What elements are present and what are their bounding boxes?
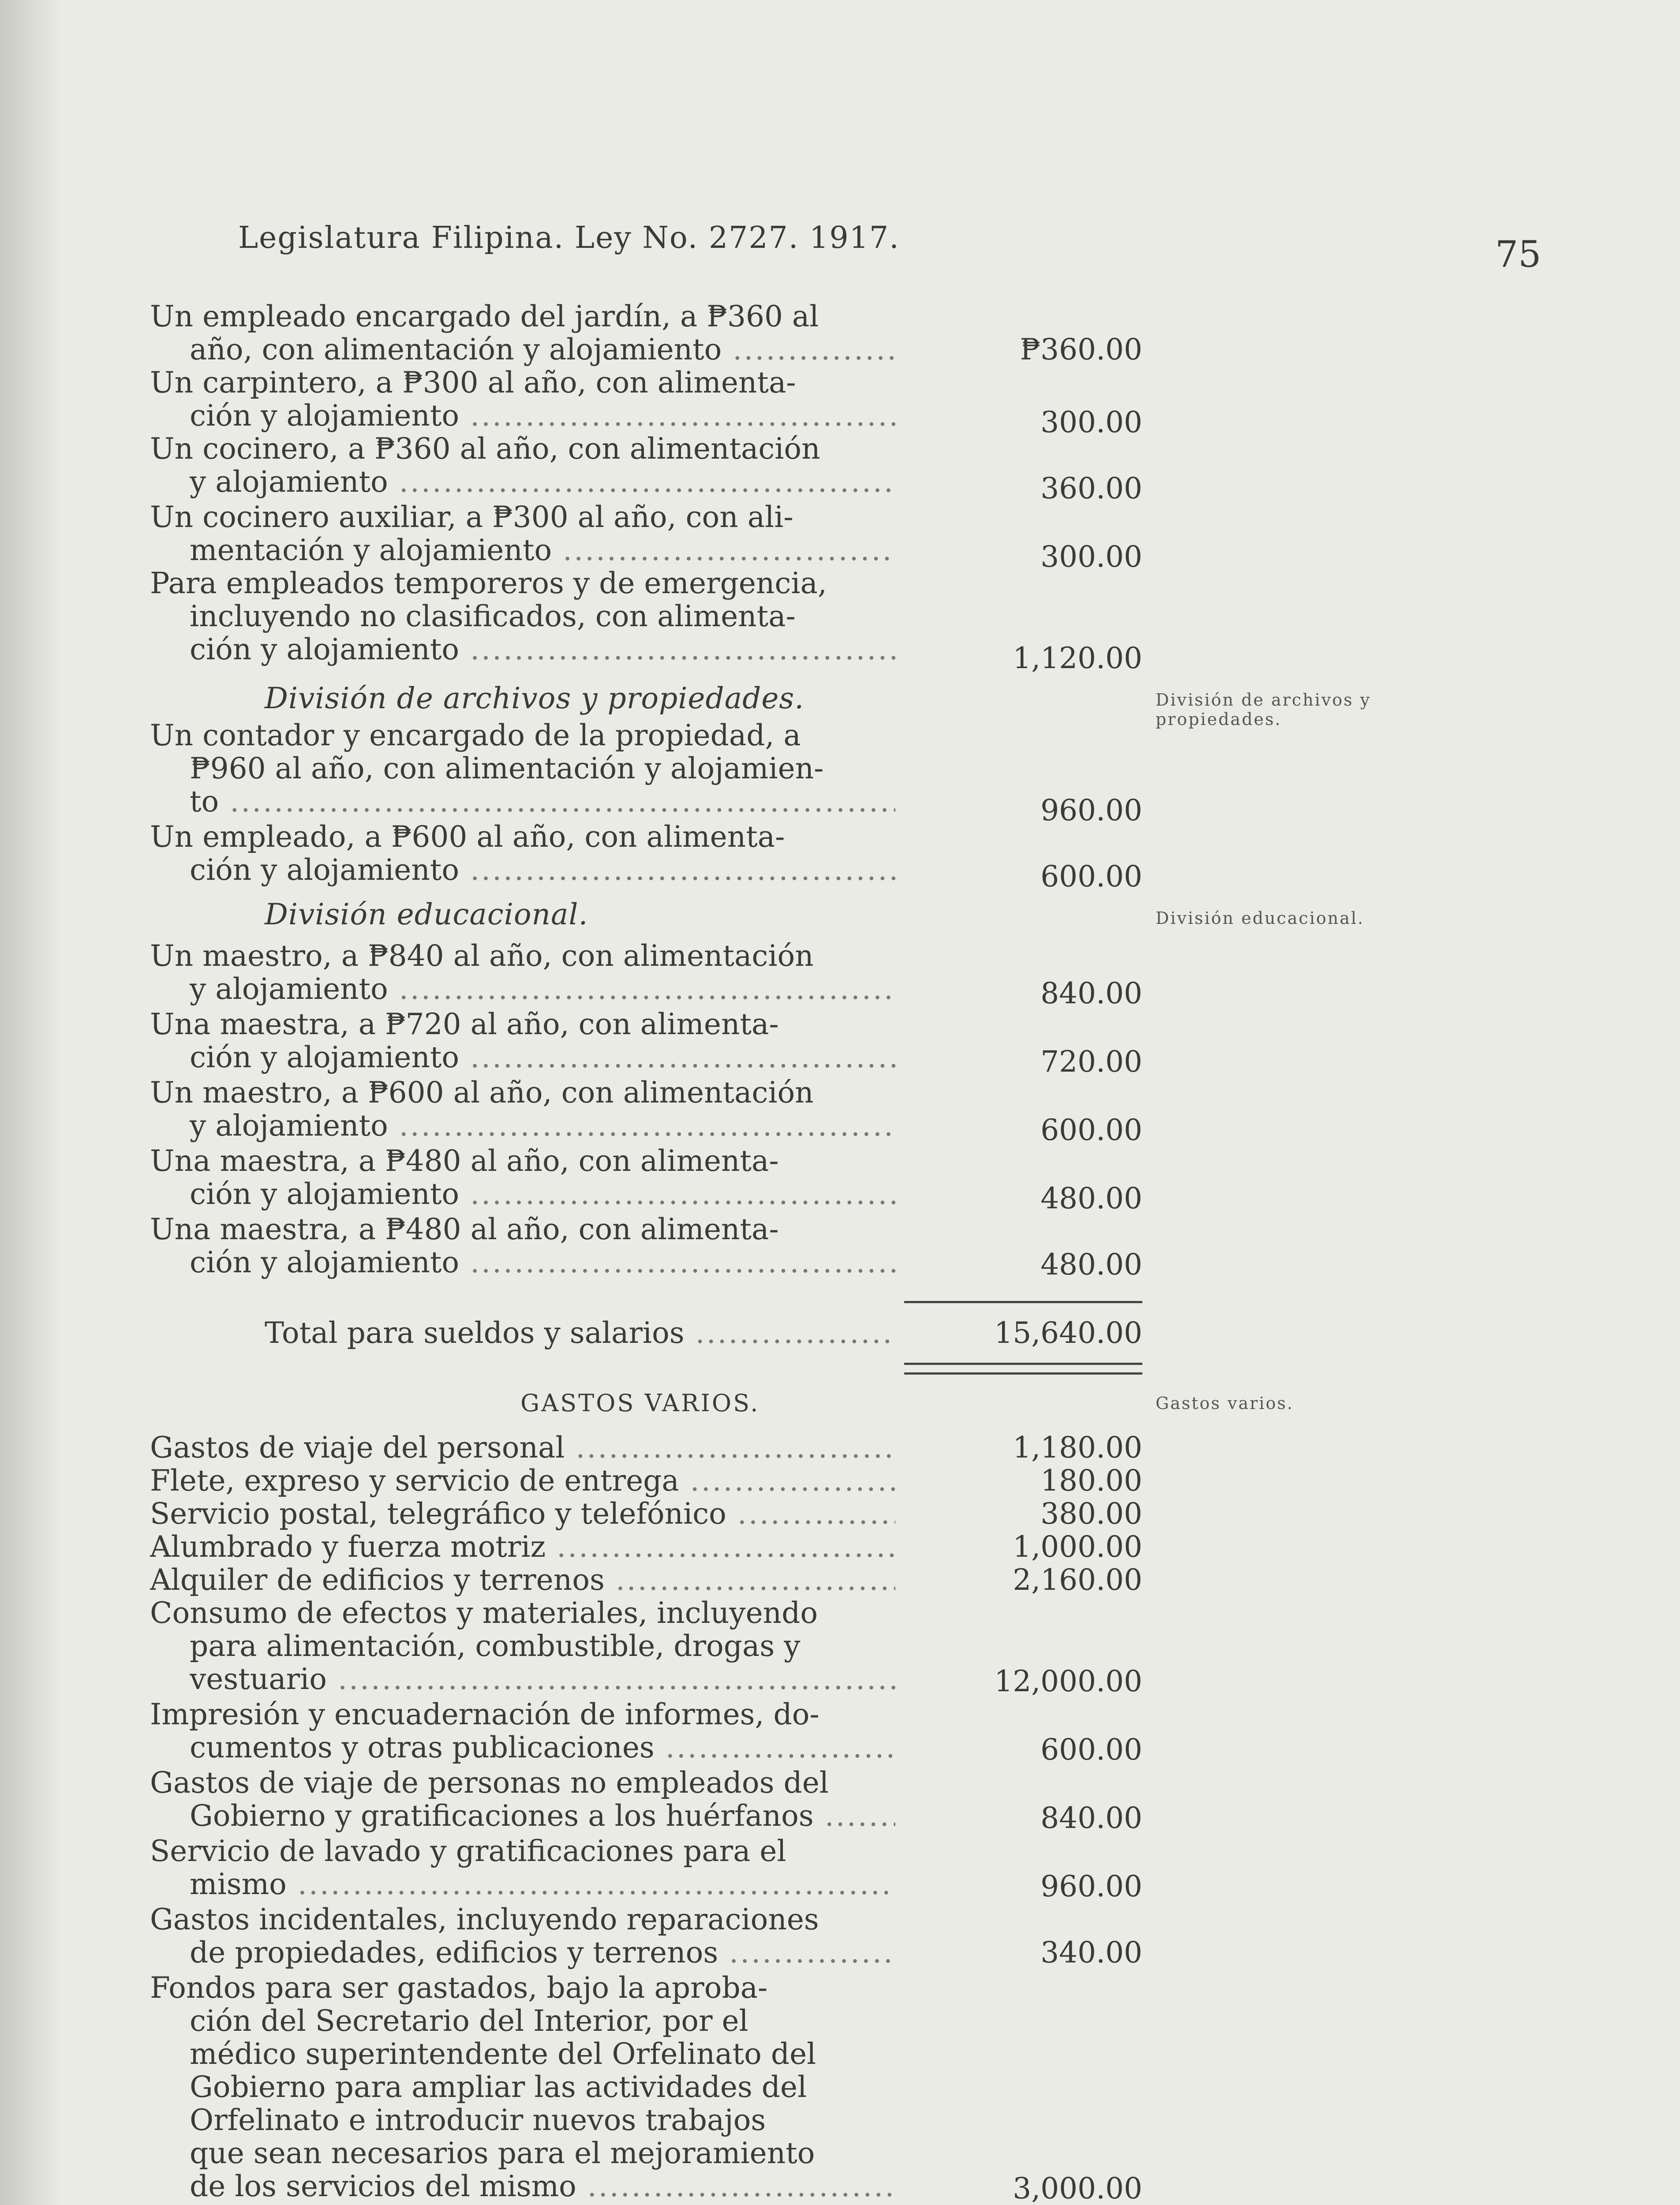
entry-line: ción del Secretario del Interior, por el xyxy=(190,2004,748,2037)
entry-line: Flete, expreso y servicio de entrega ..... xyxy=(150,1464,895,1497)
entry-maestra-480-b xyxy=(150,1213,895,1279)
entry-line: año, con alimentación y alojamiento ..... xyxy=(150,333,895,366)
entry-line: ción y alojamiento ..... xyxy=(150,1246,895,1279)
entry-line: ción y alojamiento ..... xyxy=(150,853,895,886)
entry-amount: 3,000.00 xyxy=(1013,2171,1142,2205)
entry-line: Alquiler de edificios y terrenos ..... xyxy=(150,1563,895,1596)
entry-amount: 180.00 xyxy=(1040,1464,1142,1498)
entry-line: incluyendo no clasificados, con alimenta- xyxy=(190,600,796,633)
entry-amount: 720.00 xyxy=(1040,1045,1142,1079)
entry-line: Alumbrado y fuerza motriz ..... xyxy=(150,1530,895,1563)
entry-line: y alojamiento ..... xyxy=(150,972,895,1005)
entry-amount: ₱360.00 xyxy=(1020,333,1142,366)
entry-line: Una maestra, a ₱720 al año, con alimenta- xyxy=(150,1008,779,1041)
gasto-viaje xyxy=(150,1431,895,1464)
entry-amount: 1,000.00 xyxy=(1013,1530,1142,1564)
entry-line: Para empleados temporeros y de emergencia, xyxy=(150,567,827,600)
entry-line: Gastos de viaje del personal ..... xyxy=(150,1431,895,1464)
entry-line: mismo ..... xyxy=(150,1868,895,1901)
entry-amount: 600.00 xyxy=(1040,1113,1142,1147)
margin-note-gastos: Gastos varios. xyxy=(1156,1394,1294,1413)
entry-line: de los servicios del mismo ..... xyxy=(150,2170,895,2203)
section-heading-archivos: División de archivos y propiedades. xyxy=(265,681,804,715)
entry-line: Un empleado, a ₱600 al año, con alimenta- xyxy=(150,820,785,853)
entry-cocinero-auxiliar xyxy=(150,501,895,567)
entry-amount: 300.00 xyxy=(1040,405,1142,439)
entry-cocinero xyxy=(150,432,895,498)
entry-line: de propiedades, edificios y terrenos ..... xyxy=(150,1936,895,1969)
gasto-consumo xyxy=(150,1596,895,1696)
entry-line: mentación y alojamiento ..... xyxy=(150,534,895,567)
entry-jardinero xyxy=(150,300,895,366)
entry-amount: 1,120.00 xyxy=(1013,641,1142,675)
entry-line: Consumo de efectos y materiales, incluyendo xyxy=(150,1596,818,1629)
entry-amount: 300.00 xyxy=(1040,540,1142,574)
entry-amount: 840.00 xyxy=(1040,976,1142,1010)
entry-line: to ..... xyxy=(150,785,895,818)
gasto-lavado xyxy=(150,1835,895,1901)
entry-amount: 480.00 xyxy=(1040,1181,1142,1215)
entry-line: Orfelinato e introducir nuevos trabajos xyxy=(190,2104,766,2137)
entry-line: ción y alojamiento ..... xyxy=(150,1177,895,1211)
entry-maestro-600 xyxy=(150,1076,895,1142)
entry-maestro-840 xyxy=(150,939,895,1005)
entry-amount: 360.00 xyxy=(1040,471,1142,505)
entry-line: Un maestro, a ₱840 al año, con alimentación xyxy=(150,939,814,972)
entry-line: que sean necesarios para el mejoramiento xyxy=(190,2137,815,2170)
section-heading-educacional: División educacional. xyxy=(265,897,588,931)
entry-line: para alimentación, combustible, drogas y xyxy=(190,1629,801,1663)
entry-line: Un cocinero, a ₱360 al año, con alimentación xyxy=(150,432,820,465)
entry-line: Gastos de viaje de personas no empleados del xyxy=(150,1766,829,1799)
entry-amount: 380.00 xyxy=(1040,1497,1142,1531)
entry-carpintero xyxy=(150,366,895,432)
gasto-flete xyxy=(150,1464,895,1497)
gasto-incidentales xyxy=(150,1903,895,1969)
entry-line: ción y alojamiento ..... xyxy=(150,1041,895,1074)
section-heading-gastos: GASTOS VARIOS. xyxy=(520,1389,760,1417)
entry-amount: 2,160.00 xyxy=(1013,1563,1142,1597)
entry-line: Gobierno para ampliar las actividades del xyxy=(190,2070,807,2104)
total-rule-top xyxy=(904,1363,1142,1365)
total-sueldos-label: Total para sueldos y salarios ..... xyxy=(265,1316,895,1349)
entry-amount: 480.00 xyxy=(1040,1248,1142,1282)
page-number: 75 xyxy=(1495,234,1542,276)
entry-line: Impresión y encuadernación de informes, do- xyxy=(150,1698,819,1731)
total-rule-bottom xyxy=(904,1372,1142,1375)
gasto-impresion xyxy=(150,1698,895,1764)
entry-amount: 960.00 xyxy=(1040,793,1142,827)
entry-line: Un maestro, a ₱600 al año, con alimentación xyxy=(150,1076,814,1109)
entry-contador xyxy=(150,719,895,818)
entry-line: médico superintendente del Orfelinato del xyxy=(190,2037,816,2070)
entry-line: y alojamiento ..... xyxy=(150,1109,895,1142)
gasto-alumbrado xyxy=(150,1530,895,1563)
entry-line: Gobierno y gratificaciones a los huérfanos ..... xyxy=(150,1799,895,1832)
entry-line: Una maestra, a ₱480 al año, con alimenta- xyxy=(150,1213,779,1246)
entry-line: ción y alojamiento ..... xyxy=(150,399,895,432)
page-edge-shadow xyxy=(0,0,62,2205)
gasto-postal xyxy=(150,1497,895,1530)
entry-amount: 1,180.00 xyxy=(1013,1431,1142,1465)
total-sueldos-amount: 15,640.00 xyxy=(994,1316,1142,1350)
gasto-viaje-no-empleados xyxy=(150,1766,895,1832)
gasto-fondos xyxy=(150,1971,895,2203)
entry-amount: 840.00 xyxy=(1040,1801,1142,1835)
gasto-alquiler xyxy=(150,1563,895,1596)
entry-maestra-720 xyxy=(150,1008,895,1074)
subtotal-rule xyxy=(904,1301,1142,1303)
entry-line: cumentos y otras publicaciones ..... xyxy=(150,1731,895,1764)
entry-line: Una maestra, a ₱480 al año, con alimenta- xyxy=(150,1144,779,1177)
entry-line: ción y alojamiento ..... xyxy=(150,633,895,666)
entry-temporeros xyxy=(150,567,895,666)
entry-line: ₱960 al año, con alimentación y alojamien- xyxy=(190,752,824,785)
entry-line: Servicio postal, telegráfico y telefónico ..... xyxy=(150,1497,895,1530)
entry-empleado xyxy=(150,820,895,886)
entry-line: Gastos incidentales, incluyendo reparaciones xyxy=(150,1903,819,1936)
entry-line: vestuario ..... xyxy=(150,1663,895,1696)
entry-amount: 600.00 xyxy=(1040,1733,1142,1767)
entry-amount: 340.00 xyxy=(1040,1936,1142,1970)
running-head: Legislatura Filipina. Ley No. 2727. 1917. xyxy=(238,220,900,255)
margin-note-educacional: División educacional. xyxy=(1156,908,1365,928)
entry-line: Un contador y encargado de la propiedad, a xyxy=(150,719,801,752)
entry-line: Un empleado encargado del jardín, a ₱360 al xyxy=(150,300,819,333)
entry-amount: 12,000.00 xyxy=(994,1664,1142,1698)
entry-line: Un cocinero auxiliar, a ₱300 al año, con ali- xyxy=(150,501,793,534)
entry-line: y alojamiento ..... xyxy=(150,465,895,498)
entry-line: Fondos para ser gastados, bajo la aproba- xyxy=(150,1971,768,2004)
entry-line: Servicio de lavado y gratificaciones para el xyxy=(150,1835,786,1868)
margin-note-archivos: División de archivos y propiedades. xyxy=(1156,690,1371,729)
entry-amount: 960.00 xyxy=(1040,1869,1142,1903)
entry-maestra-480-a xyxy=(150,1144,895,1211)
entry-amount: 600.00 xyxy=(1040,860,1142,893)
entry-line: Un carpintero, a ₱300 al año, con alimenta- xyxy=(150,366,796,399)
